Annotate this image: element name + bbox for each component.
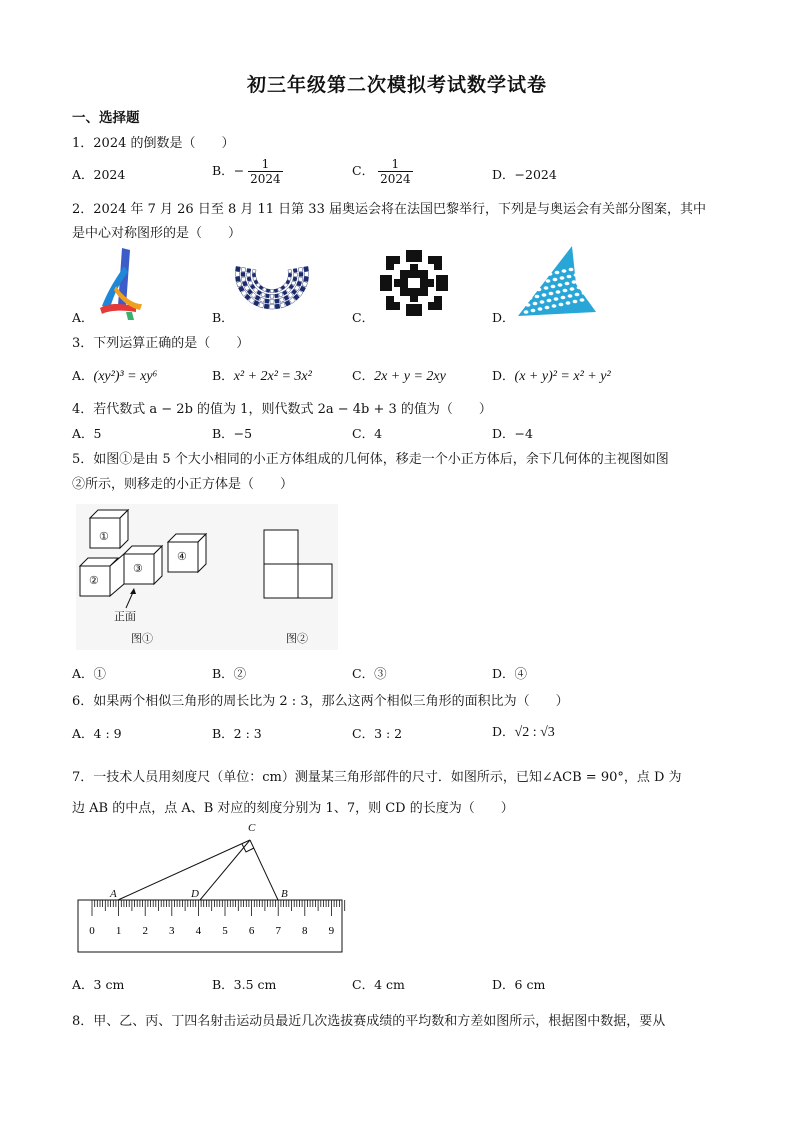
wreath-tile (299, 272, 303, 276)
wreath-tile (247, 277, 251, 281)
wreath-tile (266, 289, 270, 293)
mesh-hole (582, 291, 587, 295)
ruler-number: 2 (142, 925, 148, 937)
mesh-hole (544, 286, 549, 290)
mesh-hole (559, 303, 564, 307)
mesh-hole (541, 274, 546, 278)
mesh-hole (540, 300, 545, 304)
mesh-hole (549, 292, 554, 296)
q1-c-denominator: 2024 (380, 172, 411, 186)
q3-stem: 3．下列运算正确的是（ ） (72, 336, 250, 351)
olympic-emblem-image (234, 248, 310, 318)
point-a-label: A (110, 888, 117, 900)
q1-option-a: A．2024 (72, 167, 126, 182)
mesh-hole (575, 293, 580, 297)
q1-b-numerator: 1 (248, 157, 283, 172)
mesh-hole (552, 304, 557, 308)
cube-label-3: ③ (133, 562, 143, 575)
point-d-label: D (191, 888, 199, 900)
mesh-hole (561, 296, 566, 300)
cube-label-4: ④ (177, 550, 187, 563)
mesh-hole (569, 268, 574, 272)
mesh-hole (588, 270, 593, 274)
wreath-tile (298, 267, 303, 272)
wreath-tile (279, 297, 284, 302)
wreath-tile (274, 289, 278, 293)
mesh-hole (565, 282, 570, 286)
ruler-number: 9 (328, 925, 335, 937)
ruler-number: 5 (222, 925, 228, 937)
mesh-hole (574, 273, 579, 277)
wreath-tile (253, 277, 257, 281)
q5-option-a: A．① (72, 666, 107, 681)
wreath-tile (235, 272, 239, 276)
q1-b-sign: − (233, 163, 245, 178)
mesh-hole (542, 293, 547, 297)
q4-option-d: D．−4 (492, 426, 533, 441)
wreath-tile (288, 273, 291, 276)
wreath-tile (294, 273, 298, 277)
q6-stem: 6．如果两个相似三角形的周长比为 2 : 3，那么这两个相似三角形的面积比为（ ） (72, 694, 569, 709)
ruler-number: 3 (169, 925, 175, 937)
q4-stem: 4．若代数式 a − 2b 的值为 1，则代数式 2a − 4b + 3 的值为（ ） (72, 402, 492, 417)
q4-option-b: B．−5 (212, 426, 253, 441)
mesh-hole (570, 287, 575, 291)
mesh-hole (577, 286, 582, 290)
wreath-tile (274, 294, 278, 298)
mesh-hole (580, 298, 585, 302)
q1-c-label: C． (352, 163, 375, 178)
mesh-hole (584, 284, 589, 288)
mesh-hole (589, 290, 594, 294)
mesh-hole (555, 271, 560, 275)
wreath-tile (288, 269, 292, 273)
q5-option-c: C．③ (352, 666, 387, 681)
mesh-hole (567, 275, 572, 279)
wreath-tile (304, 277, 309, 282)
mesh-hole (583, 265, 588, 269)
q1-option-c (352, 157, 413, 186)
mesh-hole (563, 289, 568, 293)
q3-a-label: A． (72, 368, 94, 383)
q6-d-expression: √2 : √3 (514, 725, 555, 740)
mesh-hole (526, 303, 531, 307)
point-b-label: B (281, 888, 288, 900)
wreath-tile (304, 266, 309, 271)
ruler-number: 6 (248, 925, 255, 937)
mesh-hole (568, 294, 573, 298)
q7-stem-line2: 边 AB 的中点，点 A、B 对应的刻度分别为 1、7，则 CD 的长度为（ ） (72, 801, 514, 816)
q5-stem-line2: ②所示，则移走的小正方体是（ ） (72, 477, 294, 492)
q7-option-a: A．3 cm (72, 977, 125, 992)
q6-d-label: D． (492, 724, 515, 739)
fig2-caption: 图② (286, 632, 308, 645)
mesh-hole (548, 272, 553, 276)
wreath-tile (235, 266, 240, 271)
mesh-hole (530, 289, 535, 293)
q4-option-a: A．5 (72, 426, 102, 441)
paris-2024-logo-image (96, 246, 146, 322)
mesh-hole (576, 266, 581, 270)
q3-d-expression: (x + y)² = x² + y² (514, 369, 611, 384)
mesh-hole (591, 283, 596, 287)
q3-option-c (352, 366, 446, 385)
wreath-tile (242, 281, 247, 286)
mesh-hole (579, 279, 584, 283)
cube-label-1: ① (99, 530, 109, 543)
page-title: 初三年级第二次模拟考试数学试卷 (246, 74, 547, 96)
mesh-hole (534, 275, 539, 279)
q3-c-label: C． (352, 368, 375, 383)
blue-mesh-image (516, 244, 598, 320)
wreath-tile (253, 300, 259, 306)
q1-b-denominator: 2024 (250, 172, 281, 186)
wreath-tile (247, 273, 251, 277)
mesh-hole (546, 279, 551, 283)
wreath-tile (247, 268, 251, 272)
q6-option-a: A．4 : 9 (72, 726, 122, 741)
front-label: 正面 (114, 610, 136, 623)
mesh-hole (572, 280, 577, 284)
q6-option-b: B．2 : 3 (212, 726, 262, 741)
wreath-tile (265, 299, 270, 304)
mesh-hole (551, 285, 556, 289)
wreath-tile (304, 272, 308, 276)
q1-b-label: B． (212, 163, 234, 178)
ruler-number: 1 (115, 925, 122, 937)
wreath-tile (293, 268, 297, 272)
mesh-hole (587, 297, 592, 301)
q2-option-c: C． (352, 310, 375, 325)
q4-option-c: C．4 (352, 426, 383, 441)
q2-option-d: D． (492, 310, 515, 325)
wreath-tile (275, 299, 280, 304)
q3-d-label: D． (492, 368, 515, 383)
q2-option-b: B． (212, 310, 234, 325)
q1-c-fraction (378, 157, 413, 186)
mesh-hole (556, 290, 561, 294)
q2-stem-line1: 2．2024 年 7 月 26 日至 8 月 11 日第 33 届奥运会将在法国巴黎举行，下列是与奥运会有关部分图案，其中 (72, 202, 706, 217)
q3-option-d (492, 366, 611, 385)
mesh-hole (537, 288, 542, 292)
mesh-hole (528, 296, 533, 300)
wreath-tile (298, 277, 303, 282)
q5-figure (76, 504, 338, 650)
wreath-tile (278, 292, 283, 297)
wreath-tile (261, 292, 266, 297)
q5-stem-line1: 5．如图①是由 5 个大小相同的小正方体组成的几何体，移走一个小正方体后，余下几何体的主视图如图 (72, 452, 669, 467)
q1-option-b (212, 157, 283, 186)
q6-option-c: C．3 : 2 (352, 726, 403, 741)
q3-option-b (212, 366, 312, 385)
mesh-hole (562, 269, 567, 273)
wreath-tile (264, 304, 269, 309)
wreath-tile (260, 297, 265, 302)
wreath-tile (265, 294, 269, 298)
point-c-label: C (248, 822, 256, 834)
wreath-tile (293, 277, 297, 281)
q6-option-d (492, 722, 555, 741)
q8-stem-line1: 8．甲、乙、丙、丁四名射击运动员最近几次选拔赛成绩的平均数和方差如图所示，根据图中数据，要从 (72, 1014, 666, 1029)
wreath-tile (297, 281, 302, 286)
q7-stem-line1: 7．一技术人员用刻度尺（单位：cm）测量某三角形部件的尺寸．如图所示，已知∠ACB = 90°，点 D 为 (72, 770, 682, 785)
q1-b-fraction (248, 157, 283, 186)
wreath-tile (259, 302, 265, 308)
mesh-hole (533, 302, 538, 306)
wreath-tile (270, 305, 274, 309)
ruler-number: 7 (275, 925, 281, 937)
ruler-number: 0 (89, 925, 95, 937)
mesh-hole (558, 283, 563, 287)
mesh-hole (535, 295, 540, 299)
wreath-tile (235, 277, 240, 282)
mesh-hole (590, 263, 595, 267)
wreath-tile (275, 304, 280, 309)
ruler-number: 8 (302, 925, 308, 937)
q2-option-a: A． (72, 310, 94, 325)
wreath-tile (252, 273, 255, 276)
mesh-hole (532, 282, 537, 286)
wreath-tile (280, 302, 286, 308)
mesh-hole (538, 307, 543, 311)
q5-option-d: D．④ (492, 666, 528, 681)
fig1-caption: 图① (131, 632, 153, 645)
mesh-hole (545, 306, 550, 310)
q5-option-b: B．② (212, 666, 247, 681)
mesh-hole (531, 309, 536, 313)
q3-option-a (72, 366, 157, 385)
q1-c-numerator: 1 (378, 157, 413, 172)
wreath-tile (241, 277, 246, 282)
wreath-tile (241, 267, 246, 272)
wreath-tile (241, 272, 245, 276)
q3-b-label: B． (212, 368, 234, 383)
mesh-hole (581, 272, 586, 276)
mesh-hole (547, 299, 552, 303)
mesh-hole (539, 281, 544, 285)
wreath-tile (252, 269, 256, 273)
mesh-hole (566, 301, 571, 305)
q7-option-c: C．4 cm (352, 977, 405, 992)
mesh-hole (553, 278, 558, 282)
q1-stem: 1．2024 的倒数是（ ） (72, 136, 235, 151)
black-emblem-image (378, 248, 450, 318)
q3-b-expression: x² + 2x² = 3x² (233, 369, 312, 384)
wreath-tile (236, 281, 242, 287)
q7-option-b: B．3.5 cm (212, 977, 277, 992)
section-heading: 一、选择题 (72, 110, 140, 126)
wreath-tile (270, 290, 273, 293)
wreath-tile (270, 300, 274, 304)
wreath-tile (302, 281, 308, 287)
wreath-tile (285, 300, 291, 306)
wreath-tile (287, 277, 291, 281)
mesh-hole (554, 297, 559, 301)
mesh-hole (586, 277, 591, 281)
ruler-number: 4 (195, 925, 202, 937)
q3-c-expression: 2x + y = 2xy (374, 369, 446, 384)
q7-option-d: D．6 cm (492, 977, 546, 992)
wreath-tile (270, 295, 274, 299)
q1-option-d: D．−2024 (492, 167, 557, 182)
q3-a-expression: (xy²)³ = xy⁶ (93, 369, 158, 384)
mesh-hole (560, 276, 565, 280)
mesh-hole (573, 300, 578, 304)
cube-label-2: ② (89, 574, 99, 587)
mesh-hole (524, 310, 529, 314)
q2-stem-line2: 是中心对称图形的是（ ） (72, 226, 242, 241)
